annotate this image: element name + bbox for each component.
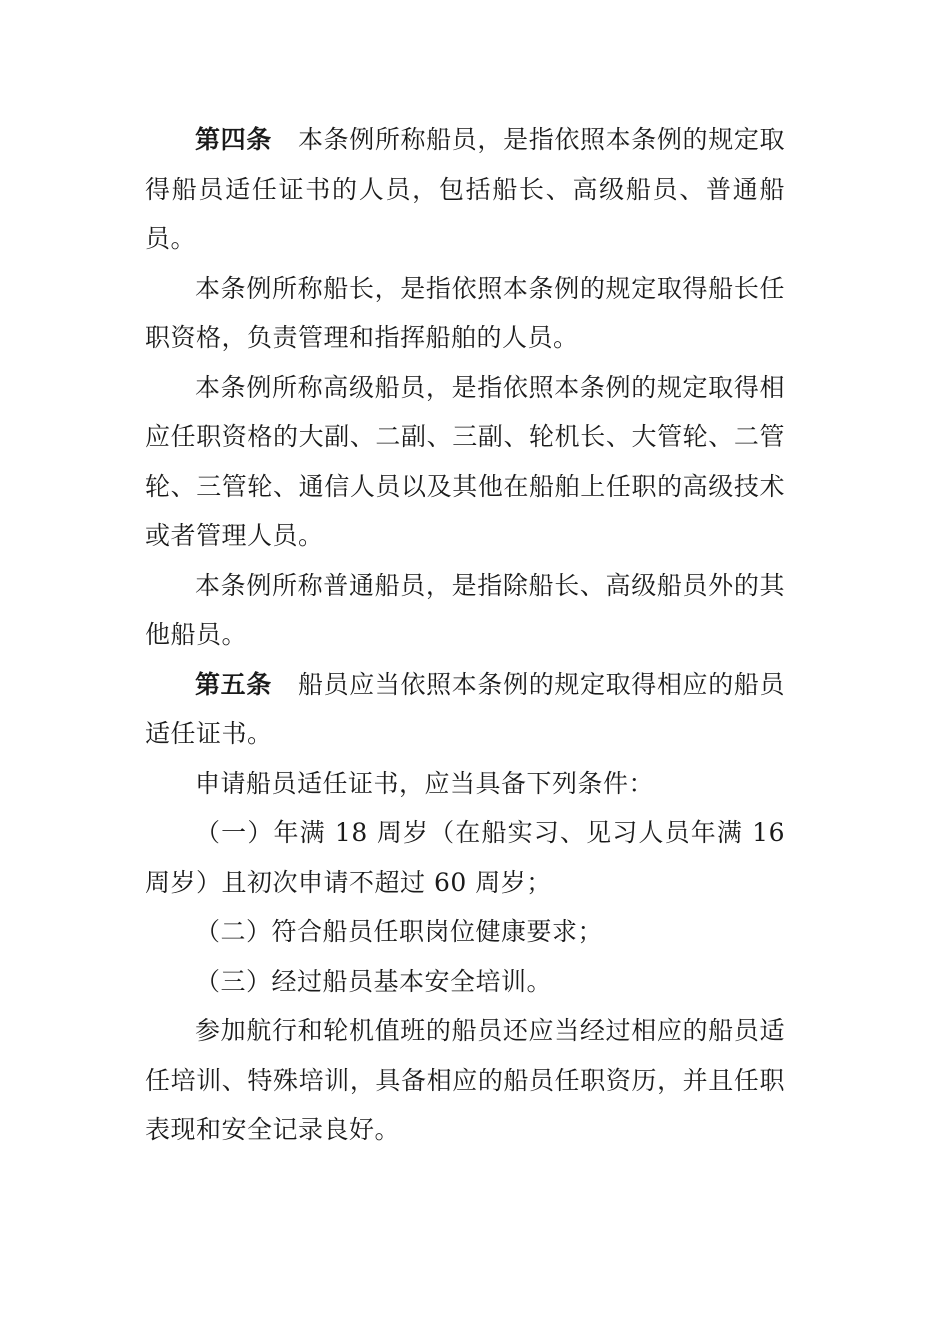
- paragraph-text: （一）年满 18 周岁（在船实习、见习人员年满 16 周岁）且初次申请不超过 60 周岁；: [145, 818, 785, 897]
- paragraph-text: （二）符合船员任职岗位健康要求；: [195, 917, 604, 946]
- article-4-paragraph: [145, 115, 785, 264]
- paragraph-text: 本条例所称船长，是指依照本条例的规定取得船长任职资格，负责管理和指挥船舶的人员。: [145, 273, 785, 352]
- ordinary-crew-definition-paragraph: [145, 561, 785, 660]
- paragraph-text: 申请船员适任证书，应当具备下列条件：: [195, 768, 655, 798]
- paragraph-text: （三）经过船员基本安全培训。: [195, 966, 553, 996]
- condition-1-paragraph: [145, 808, 785, 907]
- captain-definition-paragraph: [145, 264, 785, 363]
- paragraph-text: 船员应当依照本条例的规定取得相应的船员适任证书。: [145, 669, 785, 748]
- conditions-intro-paragraph: [145, 759, 785, 809]
- document-body: [145, 115, 785, 1155]
- watchkeeping-requirements-paragraph: [145, 1006, 785, 1155]
- paragraph-text: 参加航行和轮机值班的船员还应当经过相应的船员适任培训、特殊培训，具备相应的船员任职资历，并且任职表现和安全记录良好。: [145, 1016, 785, 1144]
- condition-3-paragraph: [145, 957, 785, 1007]
- article-4-label: 第四条: [195, 125, 272, 154]
- paragraph-text: 本条例所称高级船员，是指依照本条例的规定取得相应任职资格的大副、二副、三副、轮机长、大管轮、二管轮、三管轮、通信人员以及其他在船舶上任职的高级技术或者管理人员。: [145, 372, 785, 550]
- article-5-paragraph: [145, 660, 785, 759]
- article-5-label: 第五条: [195, 669, 272, 699]
- paragraph-text: 本条例所称船员，是指依照本条例的规定取得船员适任证书的人员，包括船长、高级船员、普通船员。: [145, 125, 785, 253]
- senior-crew-definition-paragraph: [145, 363, 785, 561]
- condition-2-paragraph: [145, 907, 785, 957]
- paragraph-text: 本条例所称普通船员，是指除船长、高级船员外的其他船员。: [145, 570, 785, 649]
